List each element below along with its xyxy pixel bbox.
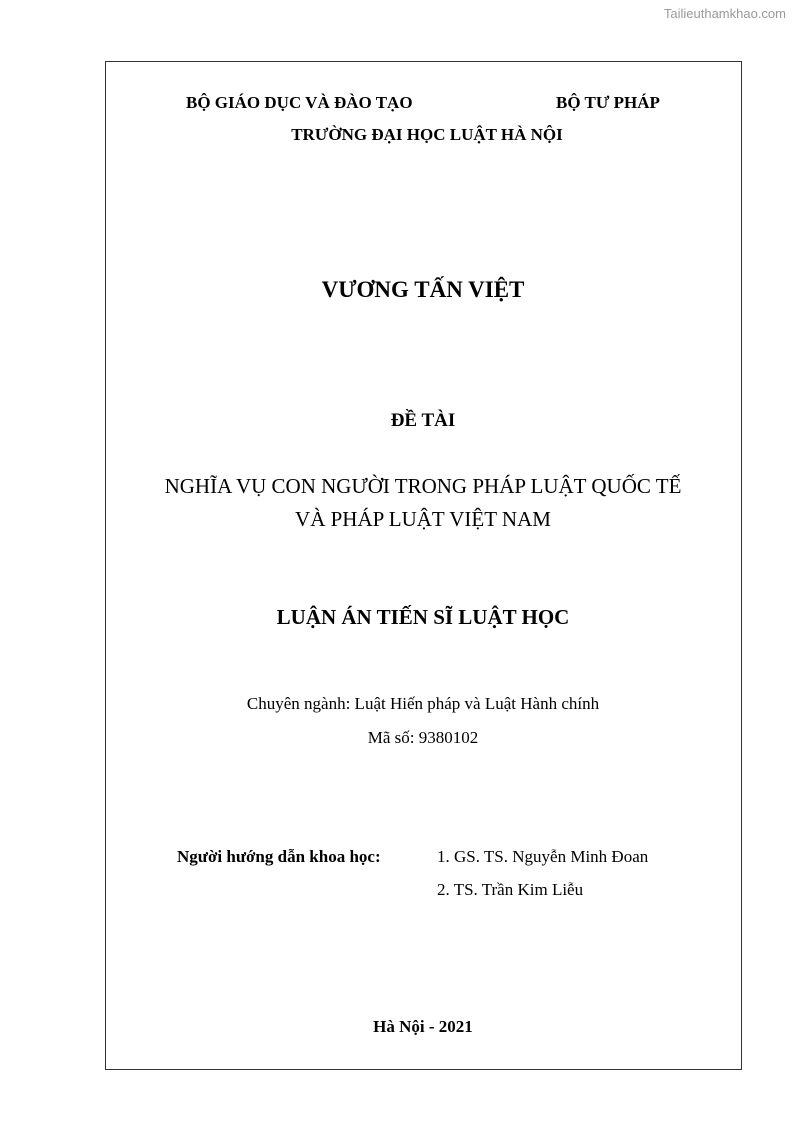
- specialization: Chuyên ngành: Luật Hiến pháp và Luật Hành chính: [246, 694, 600, 713]
- degree-title: LUẬN ÁN TIẾN SĨ LUẬT HỌC: [276, 605, 570, 629]
- thesis-title-line-1: NGHĨA VỤ CON NGƯỜI TRONG PHÁP LUẬT QUỐC TẾ: [164, 474, 682, 498]
- supervisor-2: 2. TS. Trần Kim Liễu: [437, 880, 584, 899]
- page-border: [105, 61, 742, 1070]
- watermark: Tailieuthamkhao.com: [663, 6, 786, 21]
- supervisor-1: 1. GS. TS. Nguyễn Minh Đoan: [437, 847, 649, 866]
- thesis-title-line-2: VÀ PHÁP LUẬT VIỆT NAM: [295, 507, 551, 531]
- topic-label: ĐỀ TÀI: [390, 410, 456, 431]
- supervisors-label: Người hướng dẫn khoa học:: [177, 847, 381, 866]
- place-year: Hà Nội - 2021: [373, 1017, 473, 1036]
- author-name: VƯƠNG TẤN VIỆT: [321, 277, 525, 302]
- university-name: TRƯỜNG ĐẠI HỌC LUẬT HÀ NỘI: [291, 125, 563, 144]
- specialization-code: Mã số: 9380102: [367, 728, 479, 747]
- ministry-right: BỘ TƯ PHÁP: [556, 93, 660, 112]
- ministry-left: BỘ GIÁO DỤC VÀ ĐÀO TẠO: [186, 93, 413, 112]
